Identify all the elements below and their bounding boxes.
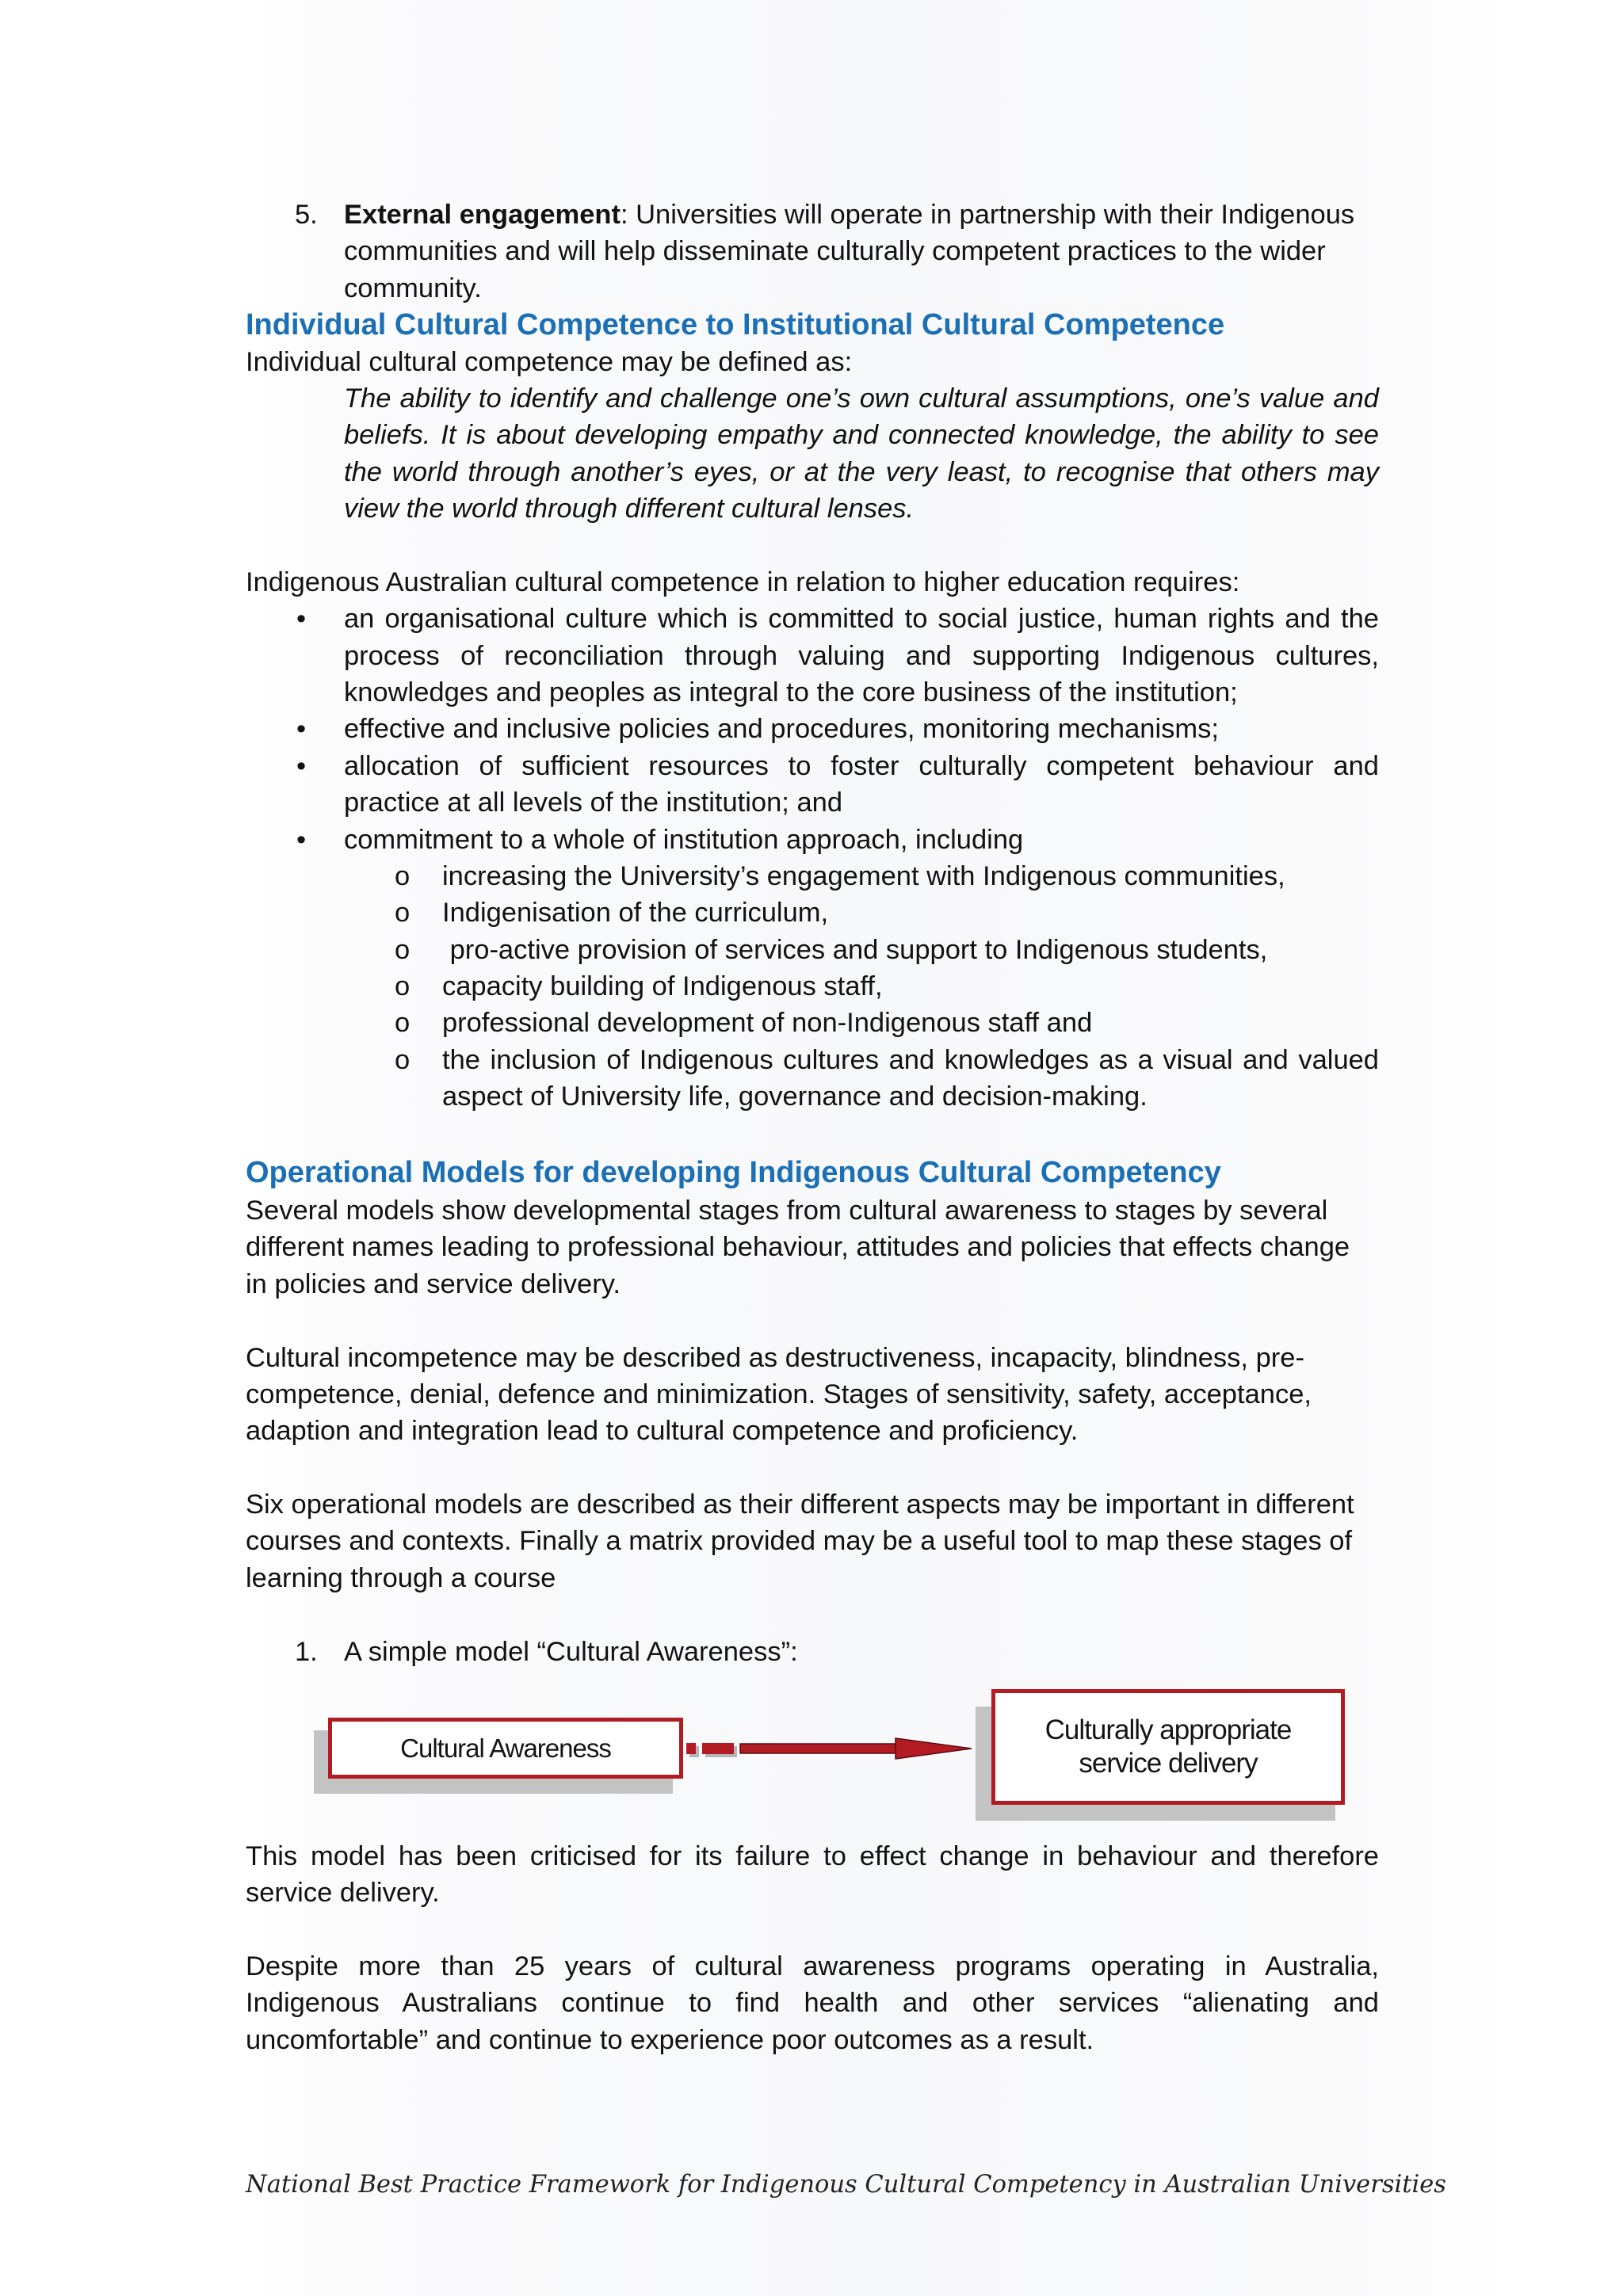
para3-line-1: Six operational models are described as their different aspects may be important in different [246, 1489, 1354, 1520]
para1-line-3: in policies and service delivery. [246, 1269, 621, 1299]
section-heading-individual-competence: Individual Cultural Competence to Institutional Cultural Competence [246, 308, 1225, 341]
quote-line-2: beliefs. It is about developing empathy and connected knowledge, the ability to see [344, 420, 1379, 450]
section-heading-operational-models: Operational Models for developing Indigenous Cultural Competency [246, 1156, 1221, 1189]
item5-rest: : Universities will operate in partnership with their Indigenous [620, 200, 1355, 230]
para4-line-2: service delivery. [246, 1878, 440, 1908]
bullet-marker: • [296, 604, 307, 634]
sub-bullet-6-line-2: aspect of University life, governance and decision-making. [442, 1081, 1148, 1112]
para3-line-3: learning through a course [246, 1563, 556, 1593]
arrow-dash [686, 1743, 696, 1754]
bullet-1-line-2: process of reconciliation through valuing and supporting Indigenous cultures, [344, 641, 1379, 671]
sub-bullet-1: increasing the University’s engagement with Indigenous communities, [442, 861, 1285, 891]
bullet-3-line-1: allocation of sufficient resources to foster culturally competent behaviour and [344, 751, 1379, 781]
para2-line-3: adaption and integration lead to cultural competence and proficiency. [246, 1416, 1079, 1446]
quote-line-4: view the world through different cultural lenses. [344, 494, 915, 524]
list-number-1: 1. [295, 1637, 318, 1667]
item5-bold-label: External engagement [344, 200, 621, 230]
model1-title: A simple model “Cultural Awareness”: [344, 1637, 798, 1667]
bullet-1-line-3: knowledges and peoples as integral to the core business of the institution; [344, 677, 1238, 707]
para1-line-2: different names leading to professional behaviour, attitudes and policies that effects change [246, 1232, 1350, 1262]
sub-bullet-marker: o [395, 898, 411, 928]
sub-bullet-5: professional development of non-Indigenous staff and [442, 1008, 1093, 1038]
sub-bullet-4: capacity building of Indigenous staff, [442, 971, 883, 1001]
para5-line-2: Indigenous Australians continue to find health and other services “alienating and [246, 1988, 1379, 2018]
quote-line-1: The ability to identify and challenge one’s own cultural assumptions, one’s value and [344, 383, 1379, 414]
sub-bullet-6-line-1: the inclusion of Indigenous cultures and knowledges as a visual and valued [442, 1045, 1379, 1075]
cultural-awareness-label: Cultural Awareness [400, 1733, 611, 1763]
bullet-2-line-1: effective and inclusive policies and procedures, monitoring mechanisms; [344, 714, 1219, 744]
definition-intro: Individual cultural competence may be defined as: [246, 347, 853, 377]
para5-line-1: Despite more than 25 years of cultural awareness programs operating in Australia, [246, 1951, 1379, 1981]
sub-bullet-marker: o [395, 971, 411, 1001]
page-footer: National Best Practice Framework for Indigenous Cultural Competency in Australian Universities [246, 2171, 1446, 2199]
list-number-5: 5. [295, 200, 318, 230]
para2-line-2: competence, denial, defence and minimization. Stages of sensitivity, safety, acceptance, [246, 1379, 1312, 1409]
service-delivery-box [991, 1689, 1345, 1805]
bullet-marker: • [296, 825, 307, 855]
arrow-connector [682, 1729, 983, 1768]
quote-line-3: the world through another’s eyes, or at the very least, to recognise that others may [344, 457, 1379, 487]
para2-line-1: Cultural incompetence may be described as destructiveness, incapacity, blindness, pre- [246, 1343, 1304, 1373]
bullet-4-line-1: commitment to a whole of institution approach, including [344, 825, 1024, 855]
arrow-head [896, 1738, 972, 1759]
item5-line1 [344, 196, 1390, 233]
item5-line3: community. [344, 273, 482, 303]
bullet-marker: • [296, 751, 307, 781]
bullet-marker: • [296, 714, 307, 744]
cultural-awareness-box [328, 1718, 683, 1779]
para5-line-3: uncomfortable” and continue to experience poor outcomes as a result. [246, 2025, 1094, 2055]
sub-bullet-marker: o [395, 1045, 411, 1075]
sub-bullet-marker: o [395, 1008, 411, 1038]
arrow-dash [702, 1743, 734, 1754]
sub-bullet-2: Indigenisation of the curriculum, [442, 898, 829, 928]
item5-line2: communities and will help disseminate culturally competent practices to the wider [344, 236, 1326, 266]
requirements-intro: Indigenous Australian cultural competence in relation to higher education requires: [246, 567, 1240, 597]
para3-line-2: courses and contexts. Finally a matrix provided may be a useful tool to map these stages of [246, 1526, 1353, 1556]
sub-bullet-3: pro-active provision of services and support to Indigenous students, [442, 935, 1268, 965]
bullet-3-line-2: practice at all levels of the institution; and [344, 788, 843, 818]
service-delivery-label-line-2: service delivery [1079, 1748, 1258, 1779]
sub-bullet-marker: o [395, 861, 411, 891]
para1-line-1: Several models show developmental stages from cultural awareness to stages by several [246, 1196, 1328, 1226]
arrow-shaft [740, 1744, 908, 1753]
service-delivery-label-line-1: Culturally appropriate [1044, 1714, 1292, 1745]
para4-line-1: This model has been criticised for its failure to effect change in behaviour and therefore [246, 1841, 1379, 1871]
bullet-1-line-1: an organisational culture which is committed to social justice, human rights and the [344, 604, 1379, 634]
sub-bullet-marker: o [395, 935, 411, 965]
